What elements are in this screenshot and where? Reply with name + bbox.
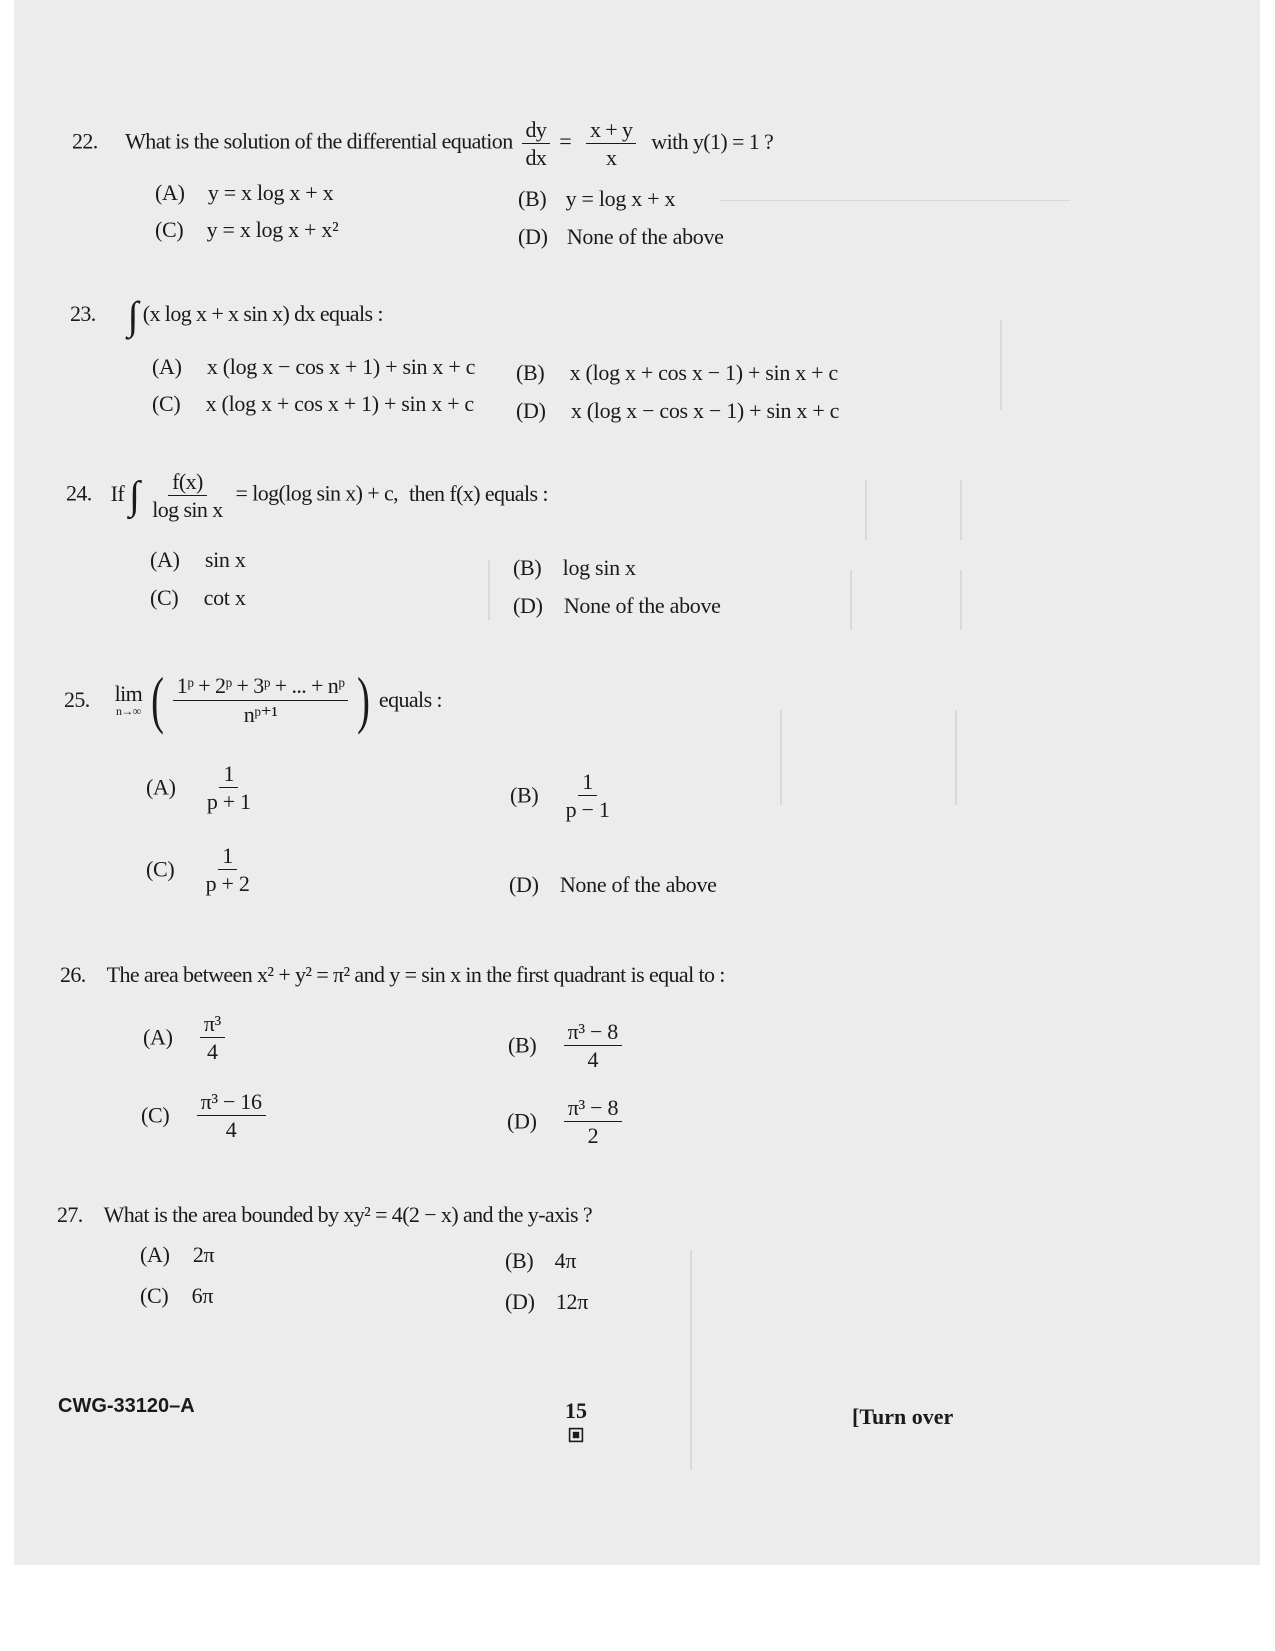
numerator: f(x)	[168, 470, 207, 496]
option-fraction	[562, 770, 614, 821]
option-27d[interactable]	[505, 1289, 588, 1315]
open-paren: (	[151, 664, 164, 735]
question-text: (x log x + x sin x) dx equals :	[142, 301, 383, 327]
option-26a[interactable]	[143, 1012, 229, 1063]
question-number: 25.	[64, 687, 90, 712]
integral-sign: ∫	[128, 472, 140, 518]
equation-rhs: = log(log sin x) + c,	[235, 480, 399, 506]
bleed-rule	[690, 1250, 692, 1470]
option-text: cot x	[203, 585, 246, 610]
question-text: What is the solution of the differential equation	[125, 128, 513, 154]
numerator: π³	[200, 1012, 225, 1038]
denominator: 4	[587, 1047, 599, 1073]
option-label: (D)	[509, 872, 539, 897]
bleed-rule	[955, 710, 957, 805]
option-27c[interactable]	[140, 1283, 213, 1309]
option-fraction	[564, 1020, 622, 1071]
option-24d[interactable]	[513, 593, 721, 619]
question-24	[66, 470, 548, 521]
numerator: π³ − 8	[564, 1096, 622, 1122]
question-number: 24.	[66, 480, 92, 506]
option-text: log sin x	[562, 555, 636, 580]
option-23a[interactable]	[152, 354, 475, 380]
option-22a[interactable]	[155, 180, 333, 206]
question-number: 23.	[70, 301, 96, 327]
question-number: 27.	[57, 1202, 83, 1227]
option-text: x (log x − cos x − 1) + sin x + c	[570, 398, 840, 423]
question-number: 22.	[72, 128, 98, 154]
question-25	[64, 664, 442, 735]
option-label: (A)	[152, 354, 182, 379]
question-text: then f(x) equals :	[408, 480, 548, 506]
numerator: π³ − 16	[197, 1090, 266, 1116]
bleed-rule	[780, 710, 782, 805]
option-text: y = x log x + x	[207, 180, 334, 205]
question-26	[60, 962, 725, 988]
option-22d[interactable]	[518, 224, 724, 250]
option-text: x (log x + cos x − 1) + sin x + c	[569, 360, 838, 385]
bleed-rule	[960, 480, 962, 540]
denominator: p − 1	[565, 797, 610, 823]
denominator: 4	[225, 1117, 237, 1143]
option-fraction	[203, 762, 255, 813]
option-23b[interactable]	[516, 360, 838, 386]
fraction-integrand	[148, 470, 226, 521]
numerator: dy	[522, 118, 551, 144]
turn-over-note: [Turn over	[852, 1404, 954, 1429]
denominator: dx	[525, 145, 547, 171]
fraction-dy-dx	[522, 118, 551, 169]
option-24a[interactable]	[150, 547, 246, 573]
option-label: (B)	[518, 186, 547, 211]
option-25a[interactable]	[146, 762, 259, 813]
option-22b[interactable]	[518, 186, 675, 212]
bleed-rule	[960, 570, 962, 630]
option-label: (C)	[140, 1283, 169, 1308]
option-text: None of the above	[566, 224, 724, 249]
option-label: (C)	[141, 1102, 170, 1128]
option-26d[interactable]	[507, 1096, 626, 1147]
option-text: y = x log x + x²	[206, 217, 339, 242]
option-text: None of the above	[563, 593, 721, 618]
option-26b[interactable]	[508, 1020, 626, 1071]
numerator: 1	[578, 770, 597, 796]
option-26c[interactable]	[141, 1090, 270, 1141]
option-label: (A)	[155, 180, 185, 205]
option-22c[interactable]	[155, 217, 338, 243]
numerator: 1	[219, 762, 238, 788]
option-label: (D)	[516, 398, 546, 423]
fraction-sum	[173, 674, 349, 725]
option-label: (B)	[510, 782, 539, 808]
page-number	[562, 1398, 590, 1450]
option-fraction	[202, 844, 254, 895]
initial-condition: with y(1) = 1 ?	[651, 128, 774, 154]
option-text: 4π	[554, 1248, 577, 1273]
option-label: (C)	[150, 585, 179, 610]
option-label: (B)	[508, 1032, 537, 1058]
denominator: log sin x	[152, 497, 223, 523]
option-24b[interactable]	[513, 555, 636, 581]
numerator: x + y	[586, 118, 636, 144]
page-mark-icon	[569, 1428, 583, 1442]
option-label: (C)	[155, 217, 184, 242]
option-label: (B)	[516, 360, 545, 385]
denominator: p + 2	[205, 871, 250, 897]
option-fraction	[564, 1096, 622, 1147]
fraction-rhs	[586, 118, 636, 169]
denominator: 4	[207, 1039, 218, 1065]
option-text: 2π	[192, 1242, 215, 1267]
page-number-text: 15	[565, 1398, 587, 1423]
bleed-rule	[488, 560, 490, 620]
question-text: The area between x² + y² = π² and y = sin x in the first quadrant is equal to :	[106, 962, 725, 987]
option-label: (C)	[146, 856, 175, 882]
bleed-rule	[865, 480, 867, 540]
if-word: If	[110, 480, 125, 506]
option-24c[interactable]	[150, 585, 246, 611]
option-fraction	[197, 1090, 266, 1141]
option-23d[interactable]	[516, 398, 839, 424]
option-label: (B)	[513, 555, 542, 580]
close-paren: )	[357, 664, 370, 735]
option-fraction	[200, 1012, 225, 1063]
option-text: 6π	[191, 1283, 214, 1308]
limit-operator	[115, 683, 143, 717]
option-label: (B)	[505, 1248, 534, 1273]
option-label: (A)	[146, 774, 176, 800]
question-27	[57, 1202, 592, 1228]
option-label: (D)	[505, 1289, 535, 1314]
bleed-rule	[850, 570, 852, 630]
numerator: π³ − 8	[564, 1020, 622, 1046]
option-27a[interactable]	[140, 1242, 214, 1268]
option-text: x (log x − cos x + 1) + sin x + c	[206, 354, 476, 379]
lim-word: lim	[114, 681, 143, 706]
numerator: 1	[218, 844, 237, 870]
denominator: p + 1	[206, 789, 251, 815]
question-23	[70, 293, 383, 338]
question-text: What is the area bounded by xy² = 4(2 − x) and the y-axis ?	[103, 1202, 593, 1227]
question-text: equals :	[378, 687, 442, 712]
numerator: 1ᵖ + 2ᵖ + 3ᵖ + ... + nᵖ	[173, 674, 349, 700]
option-label: (A)	[140, 1242, 170, 1267]
option-label: (C)	[152, 391, 181, 416]
question-number: 26.	[60, 962, 86, 987]
lim-subscript: n→∞	[116, 704, 141, 718]
bleed-rule	[720, 200, 1070, 201]
bleed-rule	[1000, 320, 1002, 410]
paper-code: CWG-33120–A	[58, 1395, 195, 1417]
option-label: (A)	[150, 547, 180, 572]
option-23c[interactable]	[152, 391, 474, 417]
option-text: sin x	[204, 547, 246, 572]
option-label: (A)	[143, 1024, 173, 1050]
equals-sign: =	[559, 128, 572, 154]
denominator: x	[605, 145, 617, 171]
denominator: 2	[587, 1123, 599, 1149]
option-25c[interactable]	[146, 844, 258, 895]
option-text: y = log x + x	[565, 186, 676, 211]
option-text: 12π	[555, 1289, 589, 1314]
option-label: (D)	[507, 1108, 537, 1134]
option-25d[interactable]	[509, 872, 717, 898]
option-label: (D)	[513, 593, 543, 618]
option-label: (D)	[518, 224, 548, 249]
option-text: x (log x + cos x + 1) + sin x + c	[205, 391, 474, 416]
question-22	[72, 118, 773, 169]
option-25b[interactable]	[510, 770, 618, 821]
integral-sign: ∫	[127, 293, 138, 338]
denominator: nᵖ⁺¹	[243, 701, 278, 727]
option-27b[interactable]	[505, 1248, 576, 1274]
option-text: None of the above	[559, 872, 717, 897]
